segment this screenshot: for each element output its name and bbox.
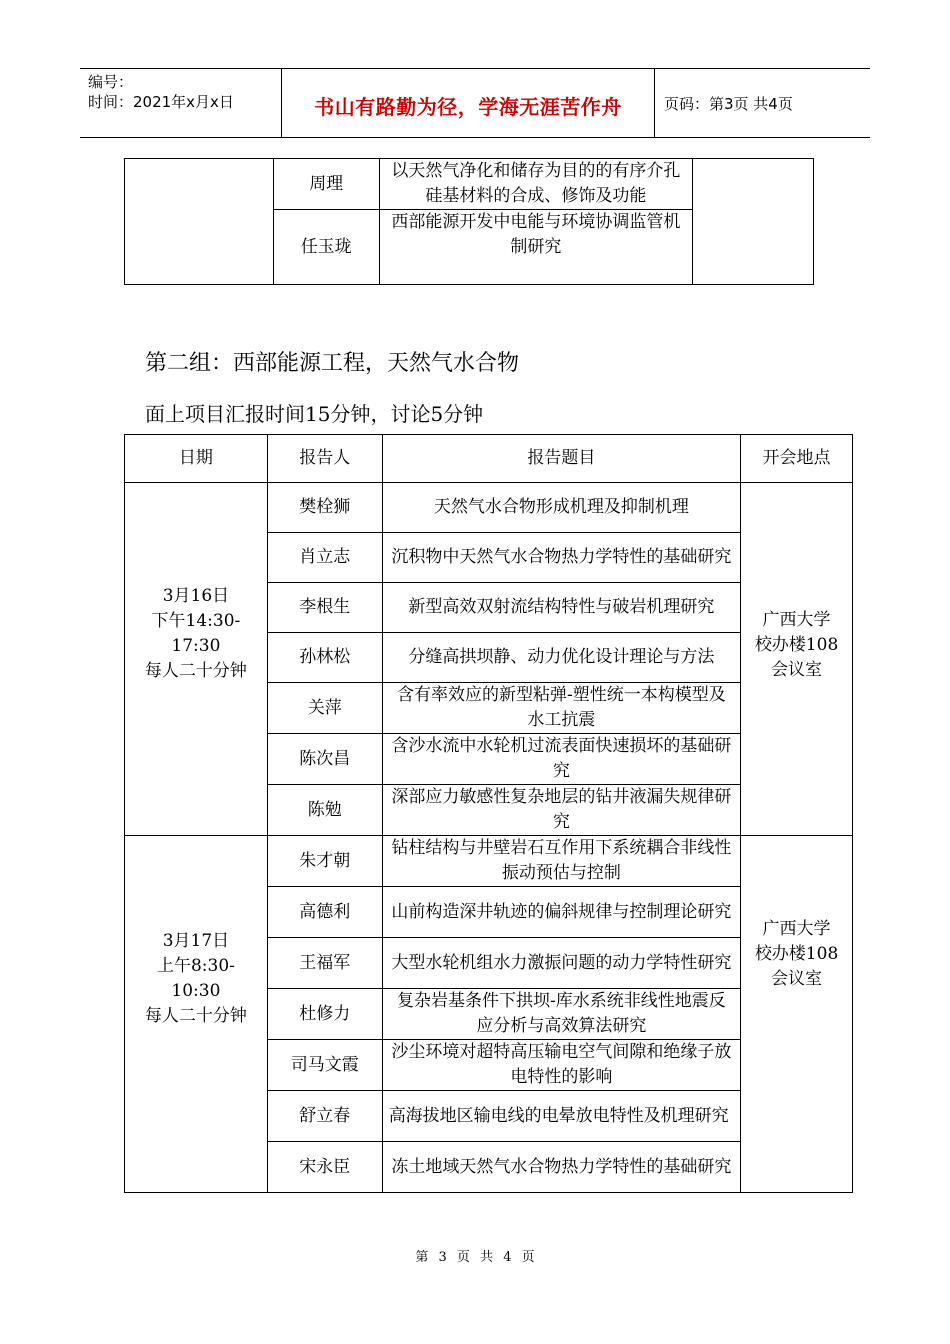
venue-line: 校办楼108: [754, 634, 839, 655]
reporter-cell: 宋永臣: [267, 1142, 382, 1193]
reporter-cell: 杜修力: [267, 989, 382, 1040]
venue-cell: [693, 159, 814, 285]
title-cell: 分缝高拱坝静、动力优化设计理论与方法: [382, 633, 740, 683]
table-row: [125, 159, 814, 210]
venue-cell: [741, 483, 853, 836]
header-title: 报告题目: [382, 435, 740, 483]
title-cell: 西部能源开发中电能与环境协调监管机制研究: [379, 210, 693, 285]
table-row: [125, 483, 853, 533]
reporter-cell: 朱才朝: [267, 836, 382, 887]
page-number-label: 页码：第3页 共4页: [664, 95, 793, 113]
number-label: 编号：: [88, 73, 134, 91]
date-cell: [125, 836, 268, 1193]
title-cell: 天然气水合物形成机理及抑制机理: [382, 483, 740, 533]
venue-line: 广西大学: [762, 918, 831, 939]
venue-cell: [741, 836, 853, 1193]
reporter-cell: 任玉珑: [273, 210, 379, 285]
title-cell: 钻柱结构与井壁岩石互作用下系统耦合非线性振动预估与控制: [382, 836, 740, 887]
reporter-cell: 舒立春: [267, 1091, 382, 1142]
reporter-cell: 孙林松: [267, 633, 382, 683]
title-cell: 含沙水流中水轮机过流表面快速损坏的基础研究: [382, 734, 740, 785]
header-reporter: 报告人: [267, 435, 382, 483]
header-divider: [654, 69, 655, 137]
title-cell: 冻土地域天然气水合物热力学特性的基础研究: [382, 1142, 740, 1193]
time-line: 17:30: [171, 636, 221, 656]
date-cell: [125, 483, 268, 836]
title-cell: 复杂岩基条件下拱坝-库水系统非线性地震反应分析与高效算法研究: [382, 989, 740, 1040]
date-line: 3月16日: [162, 586, 230, 606]
header-motto: 书山有路勤为径，学海无涯苦作舟: [314, 95, 622, 119]
time-line: 10:30: [171, 981, 221, 1001]
reporter-cell: 陈勉: [267, 785, 382, 836]
table-row: [125, 836, 853, 887]
title-cell: 新型高效双射流结构特性与破岩机理研究: [382, 583, 740, 633]
reporter-cell: 王福军: [267, 938, 382, 989]
title-cell: 高海拔地区输电线的电晕放电特性及机理研究: [382, 1091, 740, 1142]
venue-line: 会议室: [771, 659, 823, 680]
header-venue: 开会地点: [741, 435, 853, 483]
title-cell: 沉积物中天然气水合物热力学特性的基础研究: [382, 533, 740, 583]
reporter-cell: 樊栓狮: [267, 483, 382, 533]
header-date: 日期: [125, 435, 268, 483]
title-cell: 沙尘环境对超特高压输电空气间隙和绝缘子放电特性的影响: [382, 1040, 740, 1091]
reporter-cell: 李根生: [267, 583, 382, 633]
reporter-cell: 肖立志: [267, 533, 382, 583]
time-line: 下午14:30-: [151, 611, 241, 631]
title-cell: 大型水轮机组水力激振问题的动力学特性研究: [382, 938, 740, 989]
reporter-cell: 高德利: [267, 887, 382, 938]
title-cell: 山前构造深井轨迹的偏斜规律与控制理论研究: [382, 887, 740, 938]
venue-line: 会议室: [771, 968, 823, 989]
time-line: 上午8:30-: [156, 956, 235, 976]
page-header: [80, 68, 870, 138]
table-header-row: [125, 435, 853, 483]
title-cell: 以天然气净化和储存为目的的有序介孔硅基材料的合成、修饰及功能: [379, 159, 693, 210]
venue-line: 校办楼108: [754, 943, 839, 964]
reporter-cell: 陈次昌: [267, 734, 382, 785]
title-cell: 深部应力敏感性复杂地层的钻井液漏失规律研究: [382, 785, 740, 836]
date-line: 3月17日: [162, 931, 230, 951]
time-label: 时间：2021年x月x日: [88, 93, 234, 111]
venue-line: 广西大学: [762, 609, 831, 630]
group-subheading: 面上项目汇报时间15分钟，讨论5分钟: [145, 402, 484, 426]
page-footer: 第 3 页 共 4 页: [415, 1250, 535, 1265]
reporter-cell: 关萍: [267, 683, 382, 734]
duration-line: 每人二十分钟: [144, 661, 247, 681]
schedule-table: [124, 434, 853, 1193]
group-heading: 第二组：西部能源工程，天然气水合物: [145, 351, 520, 376]
reporter-cell: 周理: [273, 159, 379, 210]
continued-schedule-table: [124, 158, 814, 285]
header-meta: [88, 72, 234, 112]
date-cell: [125, 159, 274, 285]
reporter-cell: 司马文霞: [267, 1040, 382, 1091]
duration-line: 每人二十分钟: [144, 1006, 247, 1026]
title-cell: 含有率效应的新型粘弹-塑性统一本构模型及水工抗震: [382, 683, 740, 734]
